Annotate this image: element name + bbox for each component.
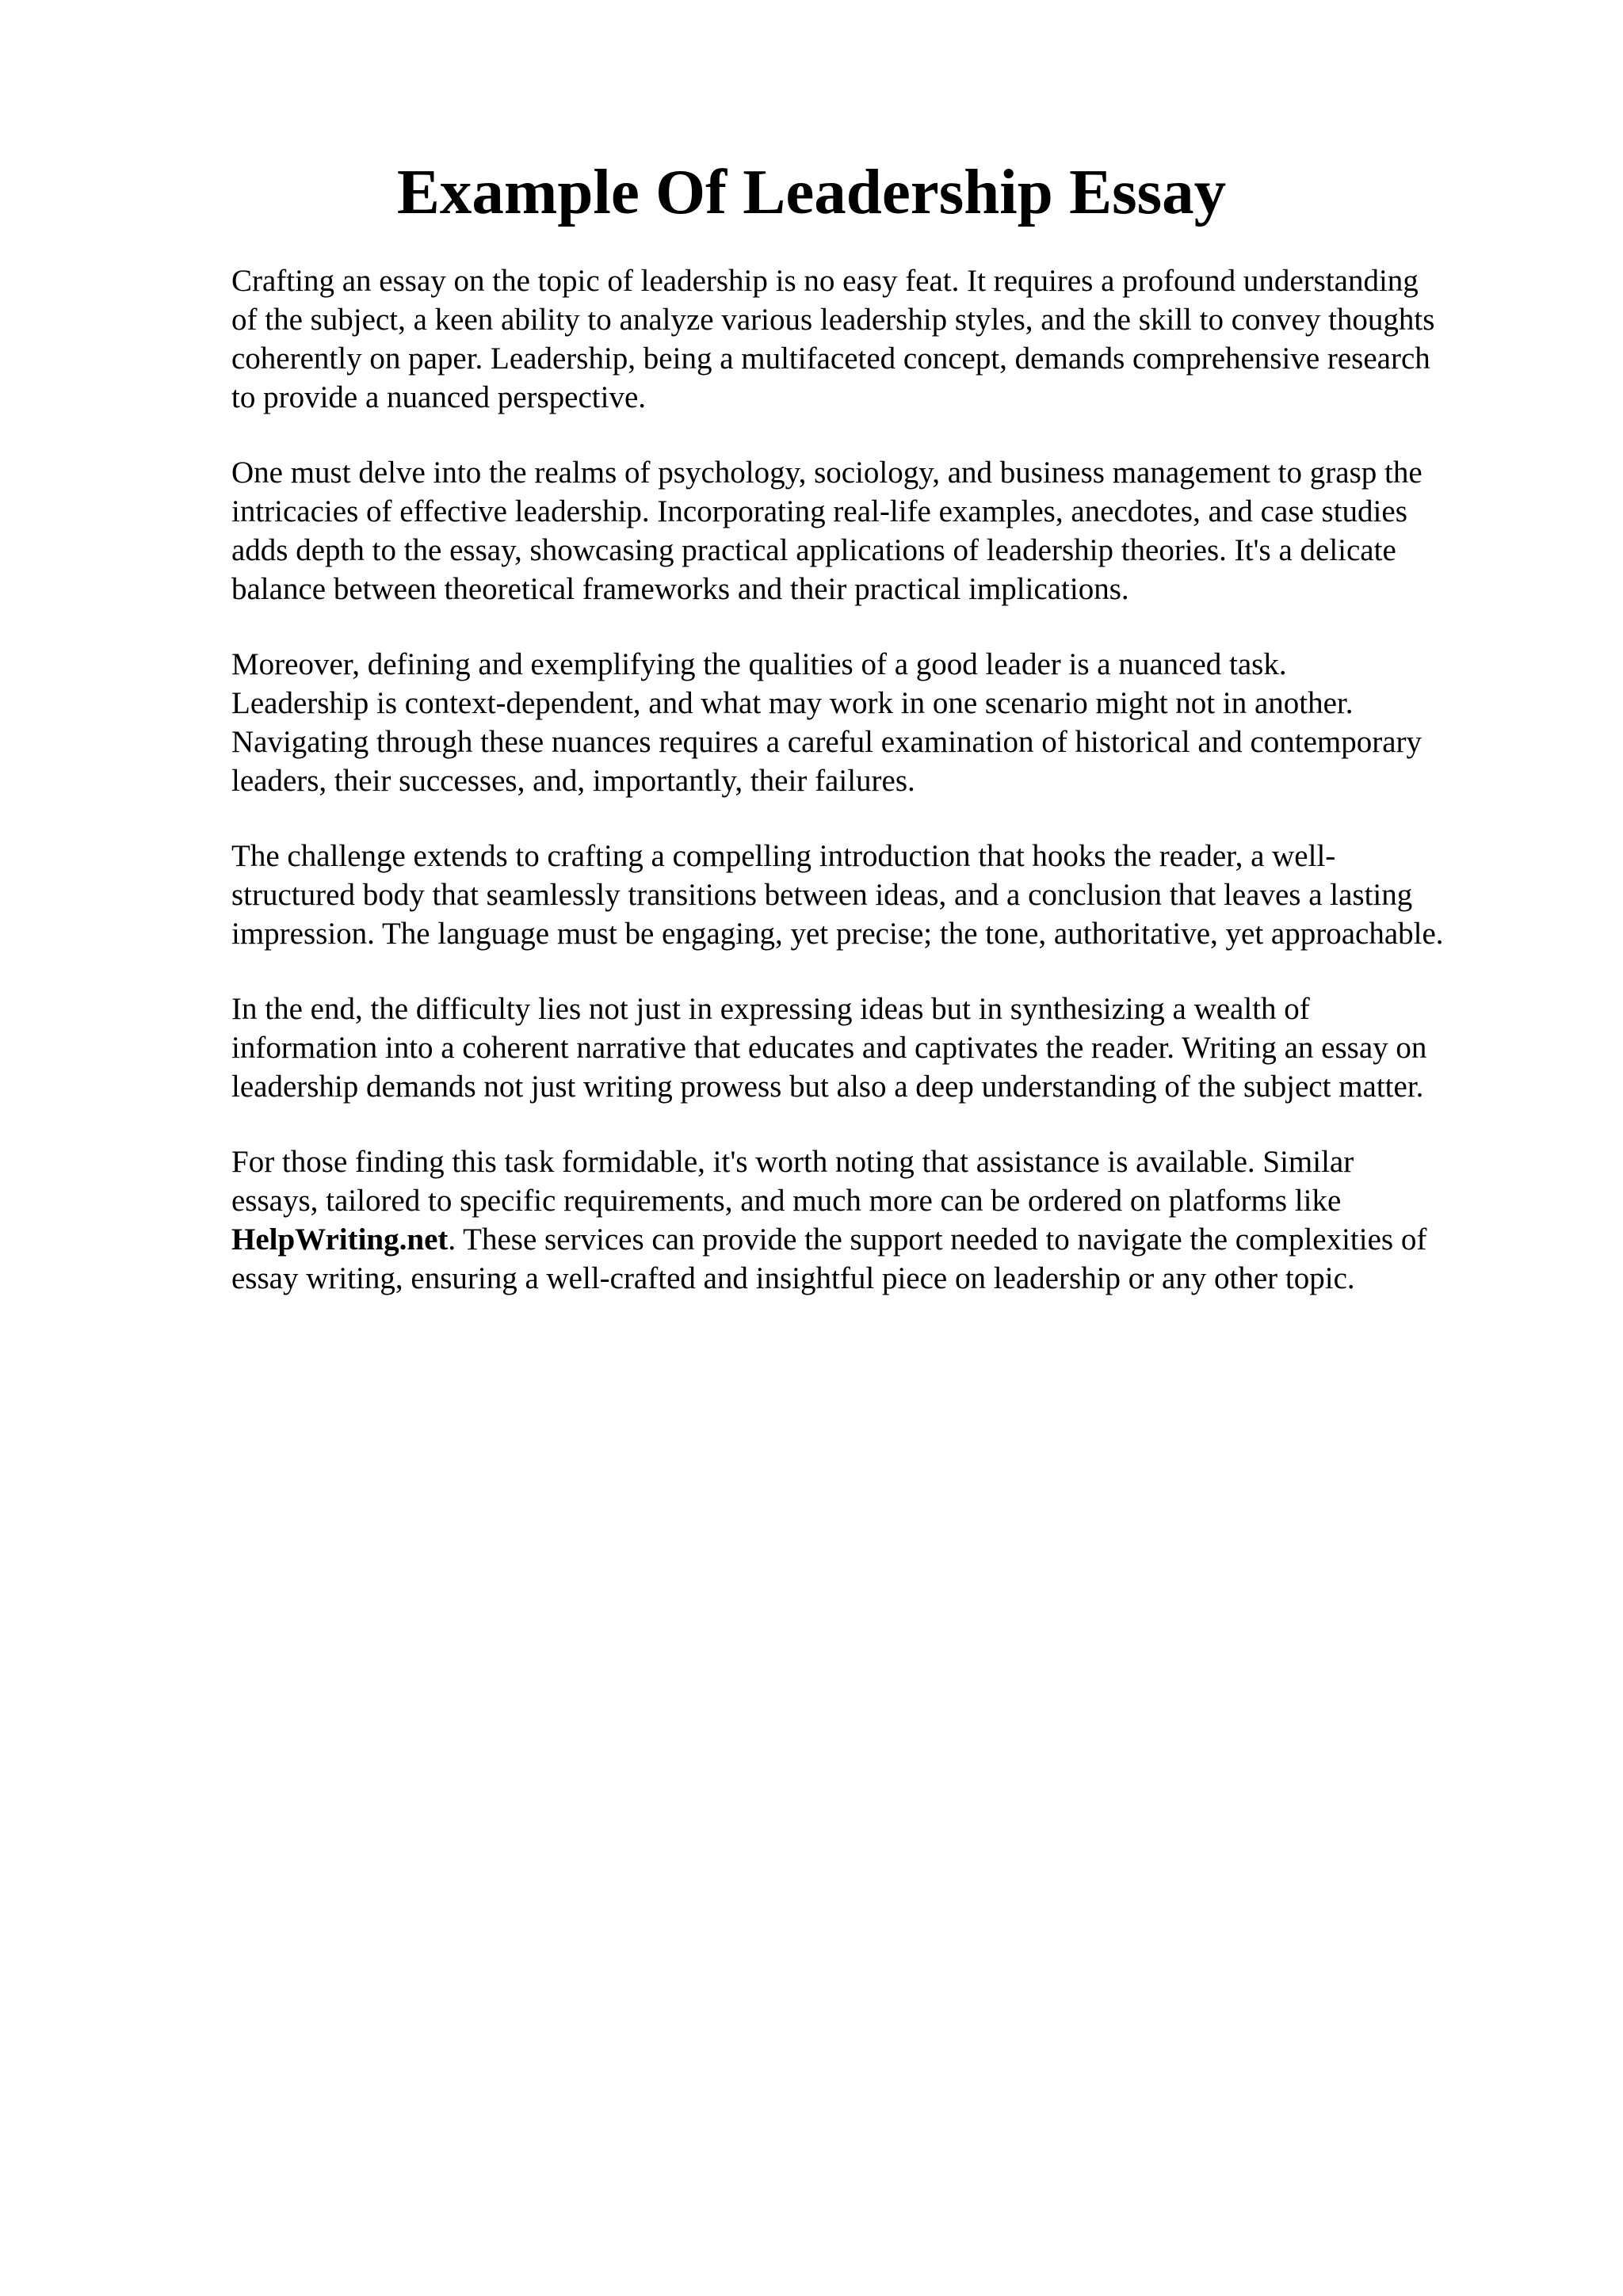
paragraph-line: to provide a nuanced perspective. (231, 380, 647, 414)
paragraph-6 (231, 1142, 1579, 1298)
paragraph-line: coherently on paper. Leadership, being a multifaceted concept, demands comprehensive research (231, 341, 1430, 376)
paragraph-line: of the subject, a keen ability to analyze various leadership styles, and the skill to convey thoughts (231, 303, 1435, 337)
paragraph-line: The challenge extends to crafting a compelling introduction that hooks the reader, a well- (231, 839, 1336, 873)
paragraph-3 (231, 645, 1579, 800)
paragraph-line: impression. The language must be engaging, yet precise; the tone, authoritative, yet approachable. (231, 917, 1444, 951)
paragraph-line: information into a coherent narrative that educates and captivates the reader. Writing an essay on (231, 1031, 1427, 1065)
essay-body (231, 261, 1579, 1334)
paragraph-line: One must delve into the realms of psychology, sociology, and business management to grasp the (231, 456, 1423, 490)
paragraph-1 (231, 261, 1579, 417)
paragraph-line: In the end, the difficulty lies not just in expressing ideas but in synthesizing a wealth of (231, 992, 1310, 1026)
paragraph-line (231, 1220, 1579, 1259)
paragraph-line: leaders, their successes, and, importantly, their failures. (231, 764, 915, 798)
paragraph-5 (231, 990, 1579, 1106)
paragraph-2 (231, 453, 1579, 608)
paragraph-text: . These services can provide the support needed to navigate the complexities of (448, 1222, 1427, 1257)
paragraph-4 (231, 837, 1579, 953)
paragraph-line: essays, tailored to specific requirements, and much more can be ordered on platforms like (231, 1184, 1342, 1218)
paragraph-line: leadership demands not just writing prowess but also a deep understanding of the subject matter. (231, 1070, 1424, 1104)
paragraph-line: Moreover, defining and exemplifying the qualities of a good leader is a nuanced task. (231, 647, 1287, 681)
helpwriting-link[interactable]: HelpWriting.net (231, 1222, 449, 1257)
paragraph-line: balance between theoretical frameworks and their practical implications. (231, 572, 1129, 606)
paragraph-line: adds depth to the essay, showcasing practical applications of leadership theories. It's a delicate (231, 533, 1396, 567)
paragraph-line: essay writing, ensuring a well-crafted and insightful piece on leadership or any other topic. (231, 1261, 1355, 1295)
paragraph-line: Leadership is context-dependent, and what may work in one scenario might not in another. (231, 686, 1354, 720)
paragraph-line: Crafting an essay on the topic of leadership is no easy feat. It requires a profound understanding (231, 264, 1419, 298)
paragraph-line: structured body that seamlessly transitions between ideas, and a conclusion that leaves a lasting (231, 878, 1413, 912)
paragraph-line: intricacies of effective leadership. Incorporating real-life examples, anecdotes, and case studies (231, 494, 1407, 528)
paragraph-line: For those finding this task formidable, it's worth noting that assistance is available. Similar (231, 1145, 1354, 1179)
paragraph-line: Navigating through these nuances requires a careful examination of historical and contemporary (231, 725, 1423, 759)
essay-title: Example Of Leadership Essay (396, 156, 1227, 227)
